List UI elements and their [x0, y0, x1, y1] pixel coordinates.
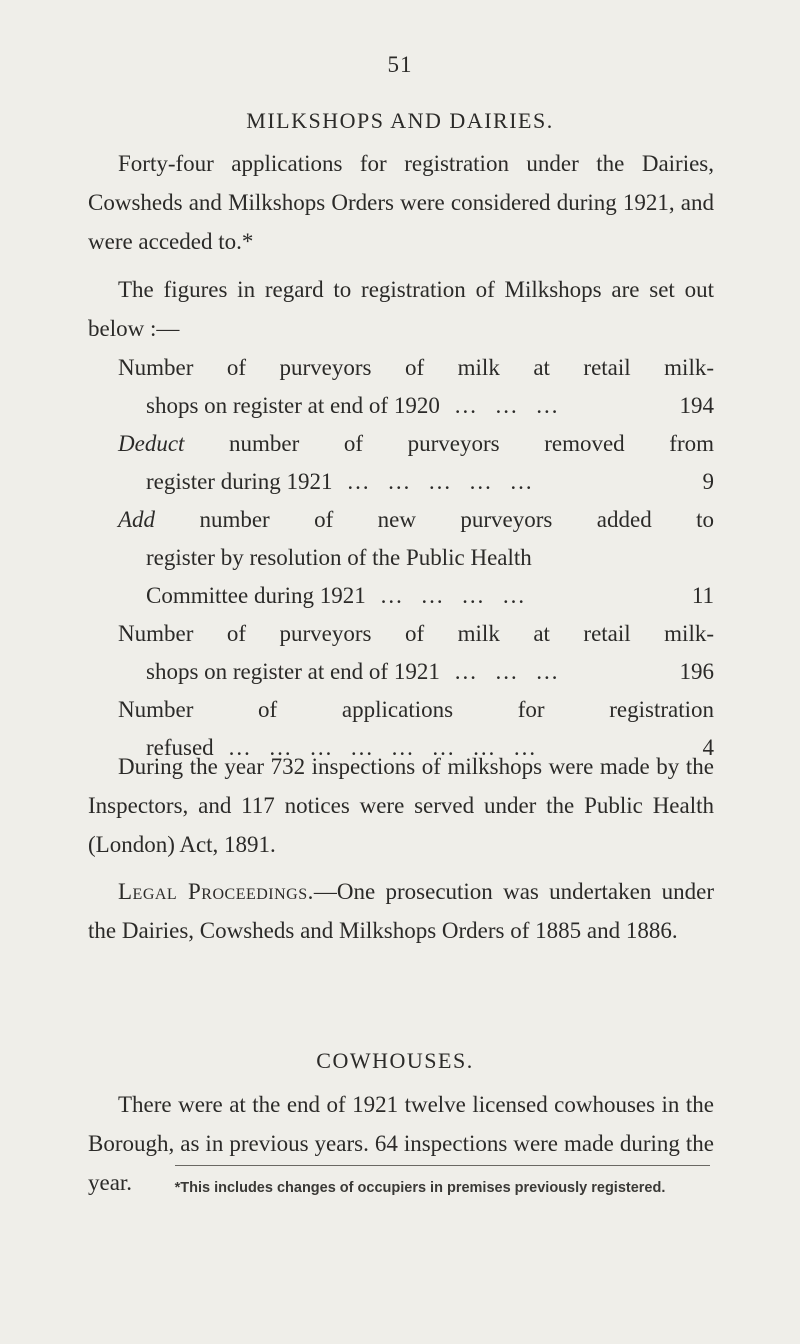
footnote-divider — [175, 1165, 710, 1166]
row-text-continued: register by resolution of the Public Health — [146, 545, 532, 570]
row-value: 4 — [702, 735, 714, 760]
paragraph-figures-intro: The figures in regard to registration of Milkshops are set out below :— — [88, 277, 714, 341]
row-text-continued: refused — [146, 735, 214, 760]
table-row — [118, 425, 714, 501]
row-text: Deduct number of purveyors removed from — [118, 431, 714, 456]
legal-proceedings-text: —One prosecution was undertaken under the Dairies, Cowsheds and Milkshops Orders of 1885 and 1886. — [88, 879, 715, 943]
leader-dots: … … … — [453, 659, 565, 684]
leader-dots: … … … … … … … … — [227, 735, 542, 760]
row-value: 196 — [679, 659, 714, 684]
row-prefix: Add — [118, 507, 156, 532]
table-row — [118, 349, 714, 425]
row-text: Number of purveyors of milk at retail milk- — [118, 621, 714, 646]
paragraph-applications: Forty-four applications for registration under the Dairies, Cowsheds and Milkshops Orders were considered during 1921, and were acceded to.* — [88, 151, 714, 254]
row-value: 194 — [679, 393, 714, 418]
paragraph-legal-proceedings — [88, 872, 714, 950]
row-text: Add number of new purveyors added to — [118, 507, 714, 532]
legal-proceedings-label: Legal Proceedings. — [118, 879, 314, 904]
section-heading-cowhouses: COWHOUSES. — [316, 1048, 474, 1073]
row-text-continued: Committee during 1921 — [146, 583, 366, 608]
row-value: 11 — [691, 583, 714, 608]
footnote: *This includes changes of occupiers in premises previously registered. — [174, 1180, 666, 1196]
row-text: Number of purveyors of milk at retail milk- — [118, 355, 714, 380]
section-heading-milkshops: MILKSHOPS AND DAIRIES. — [246, 108, 554, 133]
row-prefix: Deduct — [118, 431, 185, 456]
paragraph-inspections: During the year 732 inspections of milkshops were made by the Inspectors, and 117 notices were served under the Public Health (London) Act, 1891. — [88, 754, 714, 857]
table-row — [118, 501, 714, 615]
paragraph-cowhouses: There were at the end of 1921 twelve licensed cowhouses in the Borough, as in previous years. 64 inspections were made during the year. — [88, 1092, 714, 1195]
row-text-continued: register during 1921 — [146, 469, 333, 494]
leader-dots: … … … … — [379, 583, 532, 608]
leader-dots: … … … — [453, 393, 565, 418]
row-text-continued: shops on register at end of 1920 — [146, 393, 440, 418]
table-row — [118, 615, 714, 691]
row-text: Number of applications for registration — [118, 697, 714, 722]
row-value: 9 — [702, 469, 714, 494]
row-text-continued: shops on register at end of 1921 — [146, 659, 440, 684]
registration-figures-table — [118, 349, 714, 767]
page-number: 51 — [387, 52, 413, 77]
leader-dots: … … … … … — [346, 469, 539, 494]
